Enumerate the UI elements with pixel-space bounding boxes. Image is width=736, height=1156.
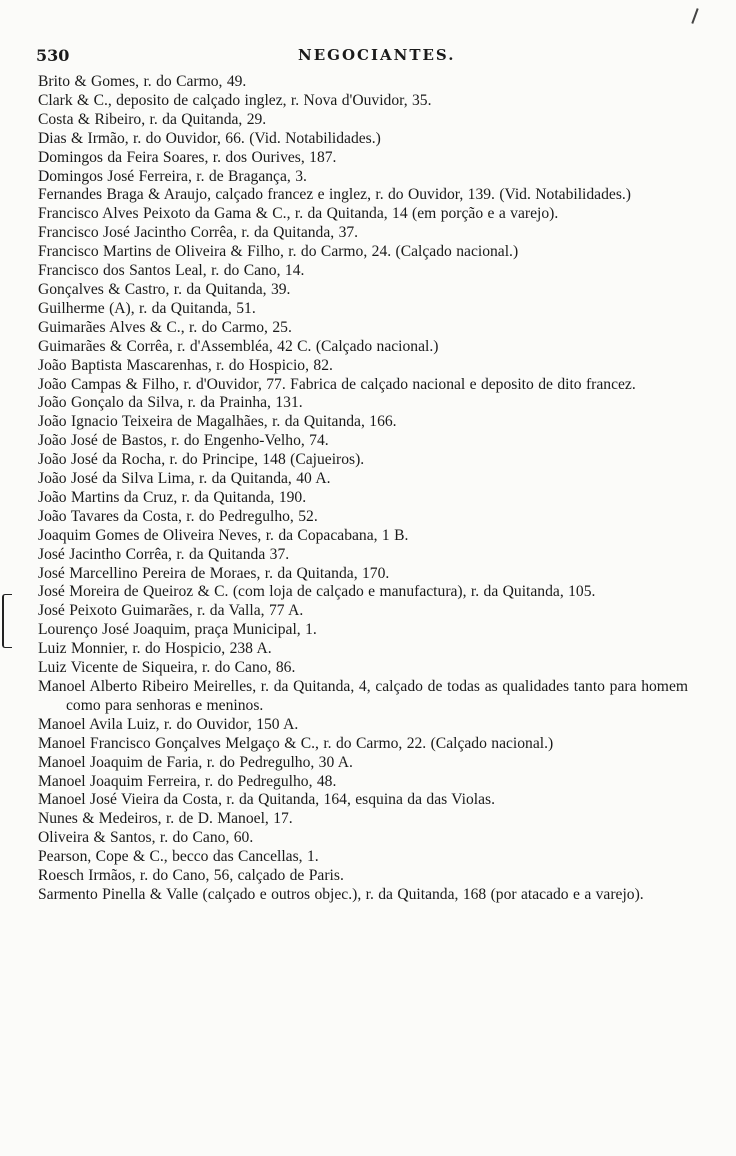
directory-entry: Fernandes Braga & Araujo, calçado francez e inglez, r. do Ouvidor, 139. (Vid. Notabilidades.) xyxy=(38,186,631,204)
directory-entry: Sarmento Pinella & Valle (calçado e outros objec.), r. da Quitanda, 168 (por atacado e a varejo). xyxy=(38,885,644,903)
directory-entry: Guimarães Alves & C., r. do Carmo, 25. xyxy=(38,318,292,336)
directory-entry: Francisco Alves Peixoto da Gama & C., r. da Quitanda, 14 (em porção e a varejo). xyxy=(38,205,559,223)
directory-entry: João Gonçalo da Silva, r. da Prainha, 131. xyxy=(38,394,303,412)
directory-entry: Guilherme (A), r. da Quitanda, 51. xyxy=(38,299,256,317)
directory-entry: José Marcellino Pereira de Moraes, r. da Quitanda, 170. xyxy=(38,564,390,582)
directory-entry: Manoel Joaquim de Faria, r. do Pedregulho, 30 A. xyxy=(38,753,353,771)
directory-entry: Guimarães & Corrêa, r. d'Assembléa, 42 C. (Calçado nacional.) xyxy=(38,337,439,355)
directory-entry: Luiz Monnier, r. do Hospicio, 238 A. xyxy=(38,640,272,658)
directory-entry: Dias & Irmão, r. do Ouvidor, 66. (Vid. Notabilidades.) xyxy=(38,129,381,147)
directory-entry: Gonçalves & Castro, r. da Quitanda, 39. xyxy=(38,280,291,298)
directory-entry: Domingos da Feira Soares, r. dos Ourives, 187. xyxy=(38,148,337,166)
directory-entry: Roesch Irmãos, r. do Cano, 56, calçado de Paris. xyxy=(38,867,344,885)
directory-entry: Brito & Gomes, r. do Carmo, 49. xyxy=(38,73,247,90)
directory-entry: João Tavares da Costa, r. do Pedregulho, 52. xyxy=(38,507,318,525)
directory-entry: João Martins da Cruz, r. da Quitanda, 190. xyxy=(38,488,307,506)
directory-entry: José Jacintho Corrêa, r. da Quitanda 37. xyxy=(38,545,290,563)
directory-entry: Domingos José Ferreira, r. de Bragança, 3. xyxy=(38,167,307,185)
directory-entry: Manoel Avila Luiz, r. do Ouvidor, 150 A. xyxy=(38,715,299,733)
directory-entry: José Moreira de Queiroz & C. (com loja de calçado e manufactura), r. da Quitanda, 105. xyxy=(38,583,596,601)
directory-entry: José Peixoto Guimarães, r. da Valla, 77 A. xyxy=(38,602,304,620)
directory-entry: Francisco dos Santos Leal, r. do Cano, 14. xyxy=(38,262,305,280)
directory-entry: Manoel Alberto Ribeiro Meirelles, r. da Quitanda, 4, calçado de todas as qualidades tanto para homem como para senhoras e meninos. xyxy=(38,678,688,714)
directory-entry: Oliveira & Santos, r. do Cano, 60. xyxy=(38,829,254,847)
page-number: 530 xyxy=(36,46,70,65)
directory-entry: Luiz Vicente de Siqueira, r. do Cano, 86. xyxy=(38,659,296,677)
ink-mark xyxy=(691,8,698,24)
page-header xyxy=(36,46,696,70)
margin-bracket-mark xyxy=(2,594,12,648)
directory-entry: Manoel José Vieira da Costa, r. da Quitanda, 164, esquina da das Violas. xyxy=(38,791,495,809)
directory-entry: João José de Bastos, r. do Engenho-Velho, 74. xyxy=(38,432,329,450)
directory-entry: João Baptista Mascarenhas, r. do Hospicio, 82. xyxy=(38,356,333,374)
directory-entry: Francisco Martins de Oliveira & Filho, r. do Carmo, 24. (Calçado nacional.) xyxy=(38,243,519,261)
directory-entry: Pearson, Cope & C., becco das Cancellas, 1. xyxy=(38,848,319,866)
running-title: NEGOCIANTES. xyxy=(298,46,456,64)
directory-entry: Manoel Francisco Gonçalves Melgaço & C., r. do Carmo, 22. (Calçado nacional.) xyxy=(38,734,554,752)
directory-entry: Manoel Joaquim Ferreira, r. do Pedregulho, 48. xyxy=(38,772,337,790)
directory-entries xyxy=(38,73,688,905)
directory-entry: Joaquim Gomes de Oliveira Neves, r. da Copacabana, 1 B. xyxy=(38,526,409,544)
directory-entry: Costa & Ribeiro, r. da Quitanda, 29. xyxy=(38,110,267,128)
directory-entry: João José da Rocha, r. do Principe, 148 (Cajueiros). xyxy=(38,451,365,469)
directory-entry: João José da Silva Lima, r. da Quitanda, 40 A. xyxy=(38,470,331,488)
directory-entry: Lourenço José Joaquim, praça Municipal, 1. xyxy=(38,621,317,639)
directory-entry: Nunes & Medeiros, r. de D. Manoel, 17. xyxy=(38,810,293,828)
directory-entry: João Campas & Filho, r. d'Ouvidor, 77. Fabrica de calçado nacional e deposito de dito francez. xyxy=(38,375,636,393)
directory-entry: Francisco José Jacintho Corrêa, r. da Quitanda, 37. xyxy=(38,224,359,242)
directory-entry: Clark & C., deposito de calçado inglez, r. Nova d'Ouvidor, 35. xyxy=(38,91,432,109)
directory-entry: João Ignacio Teixeira de Magalhães, r. da Quitanda, 166. xyxy=(38,413,397,431)
